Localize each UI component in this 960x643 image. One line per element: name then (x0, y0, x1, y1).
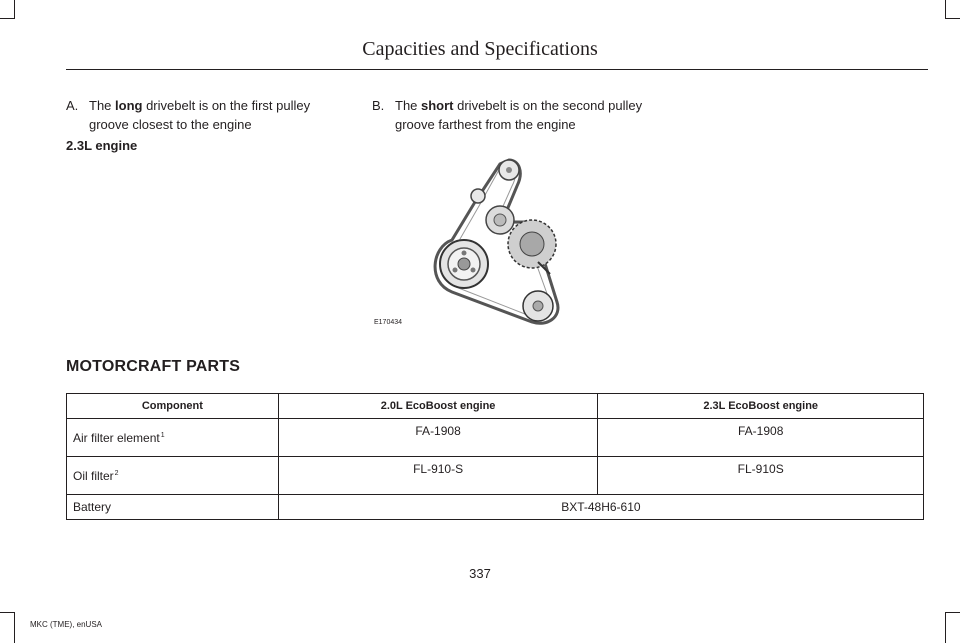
part-number-cell: FA-1908 (598, 419, 924, 457)
note-emphasis: short (421, 98, 454, 113)
note-text (395, 96, 652, 134)
engine-label: 2.3L engine (66, 138, 138, 153)
belt-note-a (66, 96, 346, 134)
component-cell: Battery (67, 495, 279, 520)
idler-pulley (471, 189, 485, 203)
note-emphasis: long (115, 98, 143, 113)
note-text (89, 96, 346, 134)
part-number-cell: FL-910-S (278, 457, 598, 495)
crop-mark (0, 18, 15, 19)
table-row (67, 457, 924, 495)
component-name: Air filter element (73, 430, 160, 445)
page-number: 337 (469, 566, 491, 581)
belt-note-b (372, 96, 652, 134)
section-heading: MOTORCRAFT PARTS (66, 358, 241, 375)
crop-mark (14, 0, 15, 18)
crop-mark (945, 18, 960, 19)
column-header: Component (67, 394, 279, 419)
note-suffix: drivebelt is on the second pulley groove farthest from the engine (395, 98, 643, 132)
note-suffix: drivebelt is on the first pulley groove closest to the engine (89, 98, 311, 132)
table-row (67, 495, 924, 520)
crop-mark (945, 0, 946, 18)
page-title: Capacities and Specifications (362, 38, 598, 60)
part-number-cell: BXT-48H6-610 (278, 495, 923, 520)
table-header-row (67, 394, 924, 419)
note-letter: A. (66, 98, 79, 113)
crop-mark (0, 612, 15, 613)
part-number-cell: FL-910S (598, 457, 924, 495)
motorcraft-parts-table (66, 393, 924, 520)
footnote-ref: 2 (114, 469, 119, 477)
column-header: 2.0L EcoBoost engine (278, 394, 598, 419)
column-header: 2.3L EcoBoost engine (598, 394, 924, 419)
drivebelt-diagram (372, 152, 602, 330)
component-name: Oil filter (73, 468, 114, 483)
note-prefix: The (89, 98, 116, 113)
crop-mark (945, 612, 960, 613)
table-row (67, 419, 924, 457)
footer-meta: MKC (TME), enUSA (30, 620, 103, 629)
diagram-code: E170434 (374, 319, 403, 326)
component-cell (67, 457, 279, 495)
note-prefix: The (395, 98, 422, 113)
part-number-cell: FA-1908 (278, 419, 598, 457)
note-letter: B. (372, 98, 385, 113)
crop-mark (14, 612, 15, 643)
footnote-ref: 1 (160, 431, 165, 439)
header-rule (66, 69, 928, 70)
crop-mark (945, 612, 946, 643)
component-cell (67, 419, 279, 457)
